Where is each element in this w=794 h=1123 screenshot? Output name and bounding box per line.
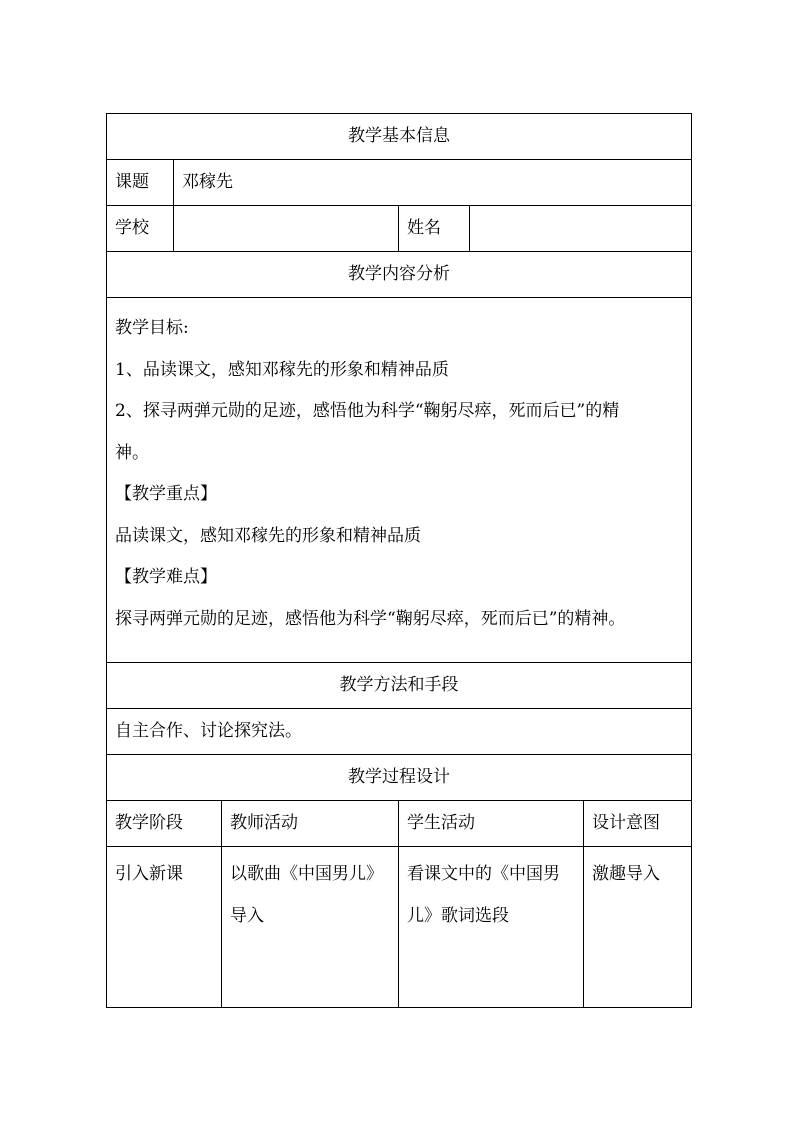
school-label: 学校 xyxy=(107,206,174,252)
content-analysis-header-row xyxy=(107,252,692,298)
school-name-row xyxy=(107,206,692,252)
methods-header-row xyxy=(107,663,692,709)
teacher-activity-line-1: 以歌曲《中国男儿》 xyxy=(230,864,383,884)
topic-value[interactable]: 邓稼先 xyxy=(174,160,692,206)
difficulties-text: 探寻两弹元勋的足迹，感悟他为科学“鞠躬尽瘁，死而后已”的精神。 xyxy=(115,608,626,629)
process-row xyxy=(107,847,692,1008)
design-intent: 激趣导入 xyxy=(592,864,660,884)
content-analysis-body[interactable] xyxy=(107,298,692,663)
column-header-intent: 设计意图 xyxy=(584,801,692,847)
process-teacher-cell[interactable] xyxy=(222,847,399,1008)
column-header-student: 学生活动 xyxy=(399,801,584,847)
process-header-row xyxy=(107,755,692,801)
difficulties-heading: 【教学难点】 xyxy=(115,567,217,587)
key-points-text: 品读课文，感知邓稼先的形象和精神品质 xyxy=(115,525,421,546)
process-title: 教学过程设计 xyxy=(107,755,692,801)
column-header-stage: 教学阶段 xyxy=(107,801,222,847)
school-value[interactable] xyxy=(174,206,399,252)
goal-1: 1、品读课文，感知邓稼先的形象和精神品质 xyxy=(115,359,449,380)
basic-info-header-row xyxy=(107,114,692,160)
student-activity-line-1: 看课文中的《中国男 xyxy=(407,864,560,884)
teacher-activity-line-2: 导入 xyxy=(230,906,264,926)
column-header-teacher: 教师活动 xyxy=(222,801,399,847)
content-analysis-row xyxy=(107,298,692,663)
name-label: 姓名 xyxy=(399,206,470,252)
key-points-heading: 【教学重点】 xyxy=(115,484,217,504)
methods-title: 教学方法和手段 xyxy=(107,663,692,709)
goal-2-line-1: 2、探寻两弹元勋的足迹，感悟他为科学“鞠躬尽瘁，死而后已”的精 xyxy=(115,401,620,421)
topic-label: 课题 xyxy=(107,160,174,206)
goal-2-line-2: 神。 xyxy=(115,442,149,463)
lesson-plan-table xyxy=(106,113,692,1008)
methods-row xyxy=(107,709,692,755)
process-student-cell[interactable] xyxy=(399,847,584,1008)
basic-info-title: 教学基本信息 xyxy=(107,114,692,160)
methods-value[interactable]: 自主合作、讨论探究法。 xyxy=(107,709,692,755)
process-intent-cell[interactable] xyxy=(584,847,692,1008)
content-analysis-title: 教学内容分析 xyxy=(107,252,692,298)
process-stage-cell[interactable] xyxy=(107,847,222,1008)
process-column-headers xyxy=(107,801,692,847)
topic-row xyxy=(107,160,692,206)
process-stage: 引入新课 xyxy=(115,864,183,884)
student-activity-line-2: 儿》歌词选段 xyxy=(407,906,509,926)
name-value[interactable] xyxy=(470,206,692,252)
goals-heading: 教学目标: xyxy=(115,318,189,338)
lesson-plan-page xyxy=(106,113,691,1008)
